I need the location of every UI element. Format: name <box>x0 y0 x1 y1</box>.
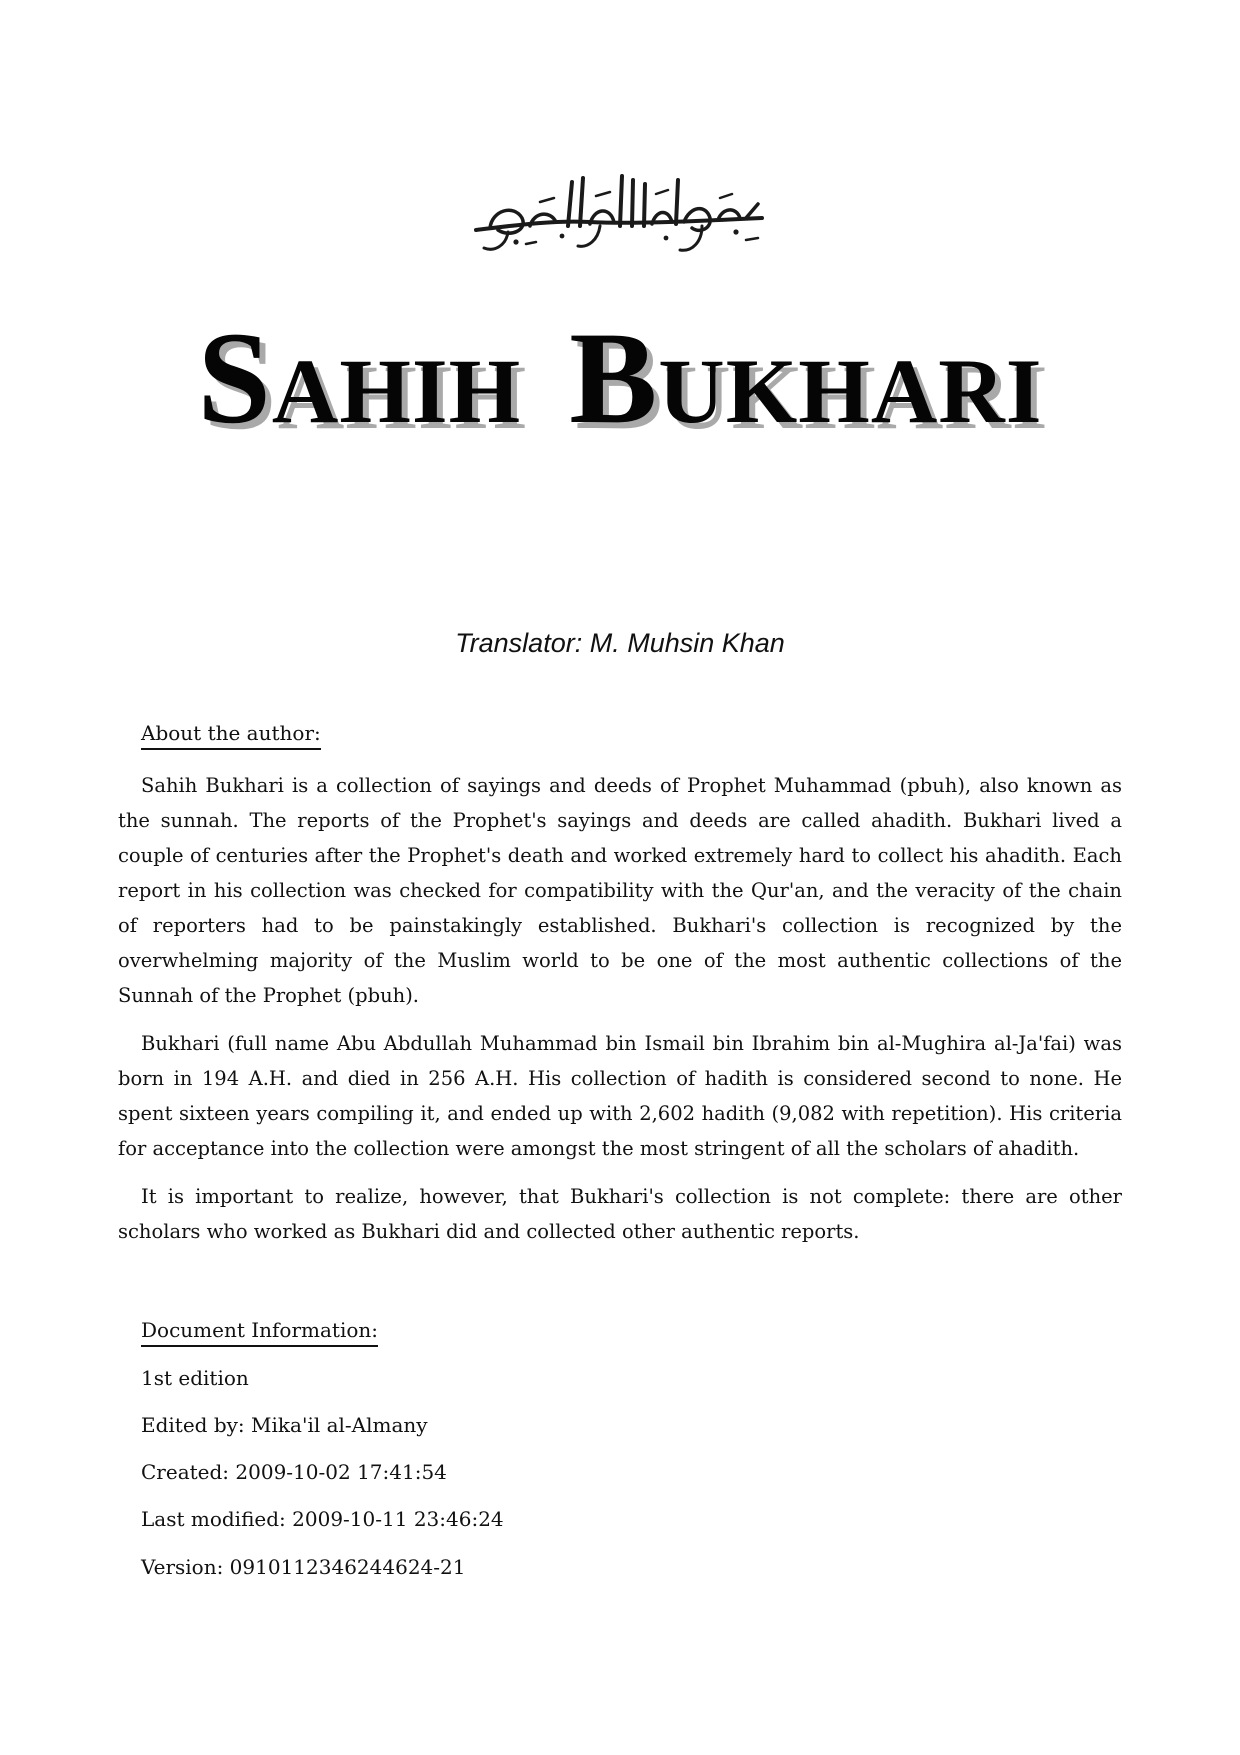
about-paragraph: Bukhari (full name Abu Abdullah Muhammad bin Ismail bin Ibrahim bin al-Mughira al-Ja'fai) was born in 194 A.H. and died in 256 A.H. His collection of hadith is considered second to none. He spent sixteen years compiling it, and ended up with 2,602 hadith (9,082 with repetition). His criteria for acceptance into the collection were amongst the most stringent of all the scholars of ahadith. <box>118 1032 1122 1160</box>
about-body <box>118 768 1122 1262</box>
created-line: Created: 2009-10-02 17:41:54 <box>141 1460 447 1484</box>
about-paragraph: It is important to realize, however, that Bukhari's collection is not complete: there are other scholars who worked as Bukhari did and collected other authentic reports. <box>118 1185 1122 1243</box>
title-initial-s: S <box>197 304 272 451</box>
title-word-bukhari <box>569 304 1043 451</box>
title-rest-ukhari: UKHARI <box>658 340 1043 442</box>
edited-by-line: Edited by: Mika'il al-Almany <box>141 1413 428 1437</box>
title-rest-ahih: AHIH <box>271 340 522 442</box>
basmala-calligraphy <box>470 168 770 260</box>
edition-line: 1st edition <box>141 1366 249 1390</box>
about-paragraph: Sahih Bukhari is a collection of sayings and deeds of Prophet Muhammad (pbuh), also known as the sunnah. The reports of the Prophet's sayings and deeds are called ahadith. Bukhari lived a couple of centuries after the Prophet's death and worked extremely hard to collect his ahadith. Each report in his collection was checked for compatibility with the Qur'an, and the veracity of the chain of reporters had to be painstakingly established. Bukhari's collection is recognized by the overwhelming majority of the Muslim world to be one of the most authentic collections of the Sunnah of the Prophet (pbuh). <box>118 774 1122 1007</box>
document-info-heading: Document Information: <box>141 1316 378 1347</box>
title-word-sahih <box>197 304 522 451</box>
translator-line: Translator: M. Muhsin Khan <box>455 628 785 658</box>
last-modified-line: Last modified: 2009-10-11 23:46:24 <box>141 1507 504 1531</box>
about-heading: About the author: <box>141 719 321 750</box>
title-initial-b: B <box>569 304 659 451</box>
version-line: Version: 0910112346244624-21 <box>141 1555 466 1579</box>
page-title <box>0 304 1240 451</box>
